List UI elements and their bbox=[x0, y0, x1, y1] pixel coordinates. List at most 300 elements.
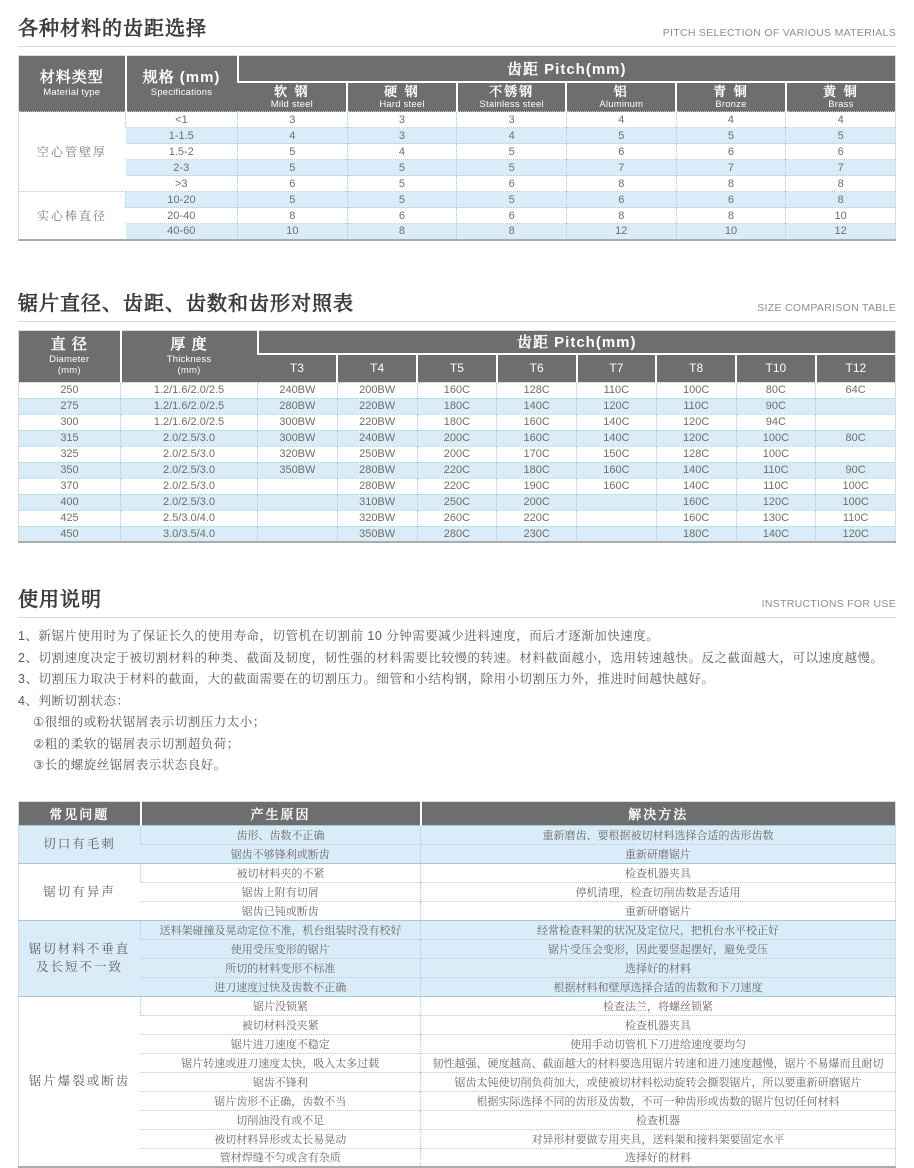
pitch-value-cell: 3 bbox=[238, 112, 348, 128]
table-row bbox=[19, 958, 896, 977]
pitch-value-cell: 12 bbox=[786, 224, 896, 240]
size-comparison-heading bbox=[18, 287, 896, 322]
thickness-cell: 1.2/1.6/2.0/2.5 bbox=[121, 398, 258, 414]
thickness-zh: 厚 度 bbox=[122, 336, 257, 354]
instruction-line: 4、判断切割状态： bbox=[18, 691, 896, 713]
pitch-code-cell: 80C bbox=[736, 382, 816, 398]
diameter-unit: (mm) bbox=[19, 365, 120, 376]
table-row bbox=[19, 112, 896, 128]
solution-cell: 检查机器夹具 bbox=[421, 1015, 896, 1034]
spec-cell: 10-20 bbox=[126, 192, 238, 208]
pitch-code-cell: 130C bbox=[736, 510, 816, 526]
brass-zh: 黄 铜 bbox=[787, 84, 895, 99]
thickness-cell: 1.2/1.6/2.0/2.5 bbox=[121, 382, 258, 398]
solution-cell: 重新磨齿、要根据被切材料选择合适的齿形齿数 bbox=[421, 825, 896, 844]
table-header-row bbox=[19, 330, 896, 354]
pitch-value-cell: 12 bbox=[566, 224, 676, 240]
pitch-code-cell: 220C bbox=[497, 510, 577, 526]
pitch-value-cell: 7 bbox=[566, 160, 676, 176]
table-row bbox=[19, 1110, 896, 1129]
pitch-code-cell bbox=[577, 494, 657, 510]
diameter-cell: 250 bbox=[19, 382, 121, 398]
solution-cell: 经常检查料架的状况及定位尺，把机台水平校正好 bbox=[421, 920, 896, 939]
pitch-value-cell: 3 bbox=[347, 112, 457, 128]
aluminum-zh: 铝 bbox=[567, 84, 675, 99]
stainless-steel-zh: 不锈钢 bbox=[458, 84, 566, 99]
pitch-code-cell: 140C bbox=[577, 414, 657, 430]
cause-cell: 锯片没锁紧 bbox=[141, 996, 421, 1015]
pitch-value-cell: 4 bbox=[676, 112, 786, 128]
table-row bbox=[19, 430, 896, 446]
pitch-code-cell bbox=[816, 398, 896, 414]
cause-cell: 齿形、齿数不正确 bbox=[141, 825, 421, 844]
col-t5: T5 bbox=[417, 354, 497, 382]
pitch-value-cell: 6 bbox=[238, 176, 348, 192]
pitch-code-cell: 200BW bbox=[337, 382, 417, 398]
hard-steel-zh: 硬 钢 bbox=[348, 84, 456, 99]
pitch-value-cell: 4 bbox=[457, 128, 567, 144]
pitch-code-cell: 180C bbox=[417, 398, 497, 414]
thickness-cell: 2.0/2.5/3.0 bbox=[121, 446, 258, 462]
thickness-cell: 2.0/2.5/3.0 bbox=[121, 478, 258, 494]
pitch-code-cell: 64C bbox=[816, 382, 896, 398]
pitch-value-cell: 5 bbox=[676, 128, 786, 144]
table-row bbox=[19, 208, 896, 224]
col-aluminum bbox=[566, 82, 676, 112]
solution-cell: 锯片受压会变形，因此要竖起摆好，避免受压 bbox=[421, 939, 896, 958]
solution-cell: 检查法兰，将螺丝锁紧 bbox=[421, 996, 896, 1015]
pitch-value-cell: 10 bbox=[676, 224, 786, 240]
pitch-code-cell: 110C bbox=[577, 382, 657, 398]
pitch-code-cell: 190C bbox=[497, 478, 577, 494]
table-row bbox=[19, 176, 896, 192]
cause-cell: 管材焊缝不匀或含有杂质 bbox=[141, 1148, 421, 1167]
thickness-unit: (mm) bbox=[122, 365, 257, 376]
pitch-value-cell: 5 bbox=[457, 160, 567, 176]
thickness-cell: 2.0/2.5/3.0 bbox=[121, 430, 258, 446]
hard-steel-en: Hard steel bbox=[348, 99, 456, 110]
pitch-code-cell: 100C bbox=[656, 382, 736, 398]
pitch-code-cell: 170C bbox=[497, 446, 577, 462]
instruction-line: 3、切割压力取决于材料的截面，大的截面需要在的切割压力。细管和小结构钢，除用小切割压力外，推进时间越快越好。 bbox=[18, 669, 896, 691]
table-row bbox=[19, 825, 896, 844]
pitch-code-cell: 250C bbox=[417, 494, 497, 510]
col-t8: T8 bbox=[656, 354, 736, 382]
thickness-header bbox=[121, 330, 258, 382]
size-comparison-table bbox=[18, 330, 896, 544]
pitch-code-cell: 128C bbox=[656, 446, 736, 462]
solution-cell: 重新研磨锯片 bbox=[421, 844, 896, 863]
pitch-code-cell: 220BW bbox=[337, 398, 417, 414]
pitch-value-cell: 6 bbox=[566, 192, 676, 208]
pitch-span-header: 齿距 Pitch(mm) bbox=[258, 330, 896, 354]
pitch-code-cell: 150C bbox=[577, 446, 657, 462]
pitch-code-cell: 90C bbox=[816, 462, 896, 478]
diameter-header bbox=[19, 330, 121, 382]
pitch-value-cell: 5 bbox=[347, 160, 457, 176]
pitch-code-cell: 300BW bbox=[258, 430, 338, 446]
solution-cell: 韧性越强、硬度越高、截面越大的材料要选用锯片转速和进刀速度越慢，锯片不易爆而且耐切 bbox=[421, 1053, 896, 1072]
pitch-value-cell: 8 bbox=[457, 224, 567, 240]
pitch-value-cell: 8 bbox=[347, 224, 457, 240]
pitch-value-cell: 6 bbox=[457, 176, 567, 192]
pitch-code-cell: 160C bbox=[577, 478, 657, 494]
pitch-value-cell: 8 bbox=[676, 208, 786, 224]
table-row bbox=[19, 1129, 896, 1148]
spec-cell: 2-3 bbox=[126, 160, 238, 176]
col-mild-steel bbox=[238, 82, 348, 112]
solution-cell: 根据实际选择不同的齿形及齿数，不可一种齿形或齿数的锯片包切任何材料 bbox=[421, 1091, 896, 1110]
solution-cell: 使用手动切管机下刀进给速度要均匀 bbox=[421, 1034, 896, 1053]
solution-cell: 重新研磨锯片 bbox=[421, 901, 896, 920]
common-problems-header: 常见问题 bbox=[19, 801, 141, 825]
pitch-code-cell: 260C bbox=[417, 510, 497, 526]
pitch-code-cell: 240BW bbox=[337, 430, 417, 446]
pitch-code-cell: 90C bbox=[736, 398, 816, 414]
diameter-cell: 315 bbox=[19, 430, 121, 446]
table-row bbox=[19, 462, 896, 478]
pitch-code-cell: 120C bbox=[816, 526, 896, 542]
pitch-code-cell bbox=[258, 510, 338, 526]
pitch-selection-heading bbox=[18, 12, 896, 47]
solution-cell: 锯齿太钝使切削负荷加大，或使被切材料松动旋转会撕裂锯片，所以要重新研磨锯片 bbox=[421, 1072, 896, 1091]
pitch-value-cell: 5 bbox=[347, 192, 457, 208]
table-row bbox=[19, 144, 896, 160]
pitch-code-cell: 160C bbox=[497, 430, 577, 446]
table-row bbox=[19, 192, 896, 208]
pitch-value-cell: 5 bbox=[238, 192, 348, 208]
table-header-row bbox=[19, 801, 896, 825]
table-row bbox=[19, 1015, 896, 1034]
pitch-value-cell: 6 bbox=[676, 192, 786, 208]
pitch-code-cell: 140C bbox=[656, 478, 736, 494]
pitch-code-cell: 320BW bbox=[258, 446, 338, 462]
pitch-code-cell: 160C bbox=[497, 414, 577, 430]
pitch-value-cell: 5 bbox=[347, 176, 457, 192]
materials-pitch-table bbox=[18, 55, 896, 241]
troubleshooting-table-head bbox=[19, 801, 896, 825]
solution-cell: 停机清理，检查切削齿数是否适用 bbox=[421, 882, 896, 901]
cause-cell: 锯片转速或进刀速度太快，吸入太多过载 bbox=[141, 1053, 421, 1072]
pitch-code-cell: 280BW bbox=[258, 398, 338, 414]
solutions-header: 解决方法 bbox=[421, 801, 896, 825]
table-row bbox=[19, 1053, 896, 1072]
table-row bbox=[19, 1072, 896, 1091]
pitch-code-cell: 180C bbox=[497, 462, 577, 478]
size-comparison-title: 锯片直径、齿距、齿数和齿形对照表 bbox=[18, 287, 354, 316]
pitch-value-cell: 5 bbox=[457, 144, 567, 160]
table-row bbox=[19, 414, 896, 430]
pitch-code-cell: 140C bbox=[577, 430, 657, 446]
cause-cell: 被切材料没夹紧 bbox=[141, 1015, 421, 1034]
troubleshooting-table bbox=[18, 801, 896, 1168]
table-row bbox=[19, 901, 896, 920]
cause-cell: 锯齿不够锋利或断齿 bbox=[141, 844, 421, 863]
pitch-selection-title: 各种材料的齿距选择 bbox=[18, 12, 207, 41]
bronze-zh: 青 铜 bbox=[677, 84, 785, 99]
thickness-cell: 2.0/2.5/3.0 bbox=[121, 462, 258, 478]
pitch-code-cell: 140C bbox=[656, 462, 736, 478]
col-t7: T7 bbox=[577, 354, 657, 382]
pitch-code-cell: 280C bbox=[417, 526, 497, 542]
pitch-value-cell: 6 bbox=[347, 208, 457, 224]
diameter-cell: 325 bbox=[19, 446, 121, 462]
mild-steel-en: Mild steel bbox=[238, 99, 347, 110]
solution-cell: 对异形材要做专用夹具，送料架和接料架要固定水平 bbox=[421, 1129, 896, 1148]
diameter-cell: 350 bbox=[19, 462, 121, 478]
table-row bbox=[19, 863, 896, 882]
table-row bbox=[19, 160, 896, 176]
table-row bbox=[19, 382, 896, 398]
diameter-cell: 275 bbox=[19, 398, 121, 414]
thickness-en: Thickness bbox=[122, 354, 257, 365]
table-row bbox=[19, 844, 896, 863]
spec-header bbox=[126, 56, 238, 112]
problem-cell: 锯片爆裂或断齿 bbox=[19, 996, 141, 1167]
solution-cell: 检查机器夹具 bbox=[421, 863, 896, 882]
table-header-row bbox=[19, 56, 896, 82]
solution-cell: 根据材料和壁厚选择合适的齿数和下刀速度 bbox=[421, 977, 896, 996]
col-hard-steel bbox=[347, 82, 457, 112]
cause-cell: 锯片齿形不正确，齿数不当 bbox=[141, 1091, 421, 1110]
pitch-code-cell: 100C bbox=[736, 430, 816, 446]
material-group-label: 空心管壁厚 bbox=[19, 112, 126, 192]
pitch-code-cell: 140C bbox=[497, 398, 577, 414]
spec-cell: 40-60 bbox=[126, 224, 238, 240]
spec-cell: >3 bbox=[126, 176, 238, 192]
table-row bbox=[19, 996, 896, 1015]
diameter-cell: 370 bbox=[19, 478, 121, 494]
pitch-code-cell: 100C bbox=[736, 446, 816, 462]
pitch-code-cell: 220C bbox=[417, 462, 497, 478]
problem-cell: 锯切材料不垂直及长短不一致 bbox=[19, 920, 141, 996]
pitch-code-cell: 200C bbox=[497, 494, 577, 510]
pitch-code-cell bbox=[258, 494, 338, 510]
pitch-code-cell: 160C bbox=[656, 510, 736, 526]
instructions-heading bbox=[18, 583, 896, 618]
pitch-value-cell: 4 bbox=[238, 128, 348, 144]
troubleshooting-table-body bbox=[19, 825, 896, 1167]
pitch-code-cell: 110C bbox=[736, 478, 816, 494]
pitch-value-cell: 4 bbox=[566, 112, 676, 128]
table-row bbox=[19, 446, 896, 462]
spec-en: Specifications bbox=[127, 87, 237, 98]
material-group-label: 实心棒直径 bbox=[19, 192, 126, 240]
pitch-value-cell: 5 bbox=[238, 144, 348, 160]
pitch-value-cell: 8 bbox=[566, 176, 676, 192]
pitch-code-cell: 320BW bbox=[337, 510, 417, 526]
pitch-code-cell: 120C bbox=[577, 398, 657, 414]
pitch-value-cell: 5 bbox=[566, 128, 676, 144]
pitch-code-cell: 180C bbox=[417, 414, 497, 430]
thickness-cell: 2.5/3.0/4.0 bbox=[121, 510, 258, 526]
cause-cell: 所切的材料变形不标准 bbox=[141, 958, 421, 977]
pitch-code-cell bbox=[816, 446, 896, 462]
pitch-code-cell: 350BW bbox=[258, 462, 338, 478]
col-bronze bbox=[676, 82, 786, 112]
cause-cell: 送料架碰撞及晃动定位不准，机台组装时没有校好 bbox=[141, 920, 421, 939]
pitch-code-cell: 220C bbox=[417, 478, 497, 494]
instruction-line: ①很细的或粉状锯屑表示切割压力太小； bbox=[18, 712, 896, 734]
pitch-value-cell: 8 bbox=[238, 208, 348, 224]
pitch-value-cell: 5 bbox=[238, 160, 348, 176]
pitch-code-cell: 300BW bbox=[258, 414, 338, 430]
diameter-en: Diameter bbox=[19, 354, 120, 365]
diameter-cell: 300 bbox=[19, 414, 121, 430]
pitch-code-cell bbox=[577, 510, 657, 526]
table-row bbox=[19, 494, 896, 510]
solution-cell: 检查机器 bbox=[421, 1110, 896, 1129]
pitch-code-cell: 230C bbox=[497, 526, 577, 542]
pitch-code-cell: 160C bbox=[417, 382, 497, 398]
pitch-code-cell: 280BW bbox=[337, 478, 417, 494]
solution-cell: 选择好的材料 bbox=[421, 958, 896, 977]
spec-zh: 规格 (mm) bbox=[127, 69, 237, 87]
table-row bbox=[19, 128, 896, 144]
pitch-value-cell: 6 bbox=[786, 144, 896, 160]
pitch-code-cell: 250BW bbox=[337, 446, 417, 462]
bronze-en: Bronze bbox=[677, 99, 785, 110]
pitch-code-cell: 280BW bbox=[337, 462, 417, 478]
pitch-code-cell bbox=[258, 478, 338, 494]
pitch-code-cell: 120C bbox=[656, 430, 736, 446]
table-row bbox=[19, 1034, 896, 1053]
pitch-code-cell: 120C bbox=[656, 414, 736, 430]
instructions-title: 使用说明 bbox=[18, 583, 102, 612]
pitch-value-cell: 3 bbox=[347, 128, 457, 144]
pitch-code-cell bbox=[258, 526, 338, 542]
pitch-value-cell: 4 bbox=[347, 144, 457, 160]
col-t10: T10 bbox=[736, 354, 816, 382]
solution-cell: 选择好的材料 bbox=[421, 1148, 896, 1167]
table-row bbox=[19, 398, 896, 414]
pitch-code-cell: 160C bbox=[656, 494, 736, 510]
instruction-line: 1、新锯片使用时为了保证长久的使用寿命，切管机在切割前 10 分钟需要减少进料速度，而后才逐渐加快速度。 bbox=[18, 626, 896, 648]
table-row bbox=[19, 526, 896, 542]
pitch-code-cell: 350BW bbox=[337, 526, 417, 542]
aluminum-en: Aluminum bbox=[567, 99, 675, 110]
diameter-zh: 直 径 bbox=[19, 336, 120, 354]
pitch-value-cell: 4 bbox=[786, 112, 896, 128]
table-row bbox=[19, 510, 896, 526]
thickness-cell: 1.2/1.6/2.0/2.5 bbox=[121, 414, 258, 430]
thickness-cell: 3.0/3.5/4.0 bbox=[121, 526, 258, 542]
pitch-code-cell: 110C bbox=[656, 398, 736, 414]
table-row bbox=[19, 478, 896, 494]
pitch-code-cell: 160C bbox=[577, 462, 657, 478]
table-row bbox=[19, 882, 896, 901]
cause-cell: 切削油没有或不足 bbox=[141, 1110, 421, 1129]
pitch-code-cell: 94C bbox=[736, 414, 816, 430]
pitch-code-cell: 128C bbox=[497, 382, 577, 398]
spec-cell: 1-1.5 bbox=[126, 128, 238, 144]
pitch-code-cell: 120C bbox=[736, 494, 816, 510]
pitch-code-cell bbox=[577, 526, 657, 542]
pitch-selection-subtitle: PITCH SELECTION OF VARIOUS MATERIALS bbox=[663, 27, 896, 41]
pitch-code-cell: 140C bbox=[736, 526, 816, 542]
col-brass bbox=[786, 82, 896, 112]
col-t3: T3 bbox=[258, 354, 338, 382]
cause-cell: 被切材料夹的不紧 bbox=[141, 863, 421, 882]
diameter-cell: 425 bbox=[19, 510, 121, 526]
pitch-code-cell: 110C bbox=[736, 462, 816, 478]
cause-cell: 被切材料异形或太长易晃动 bbox=[141, 1129, 421, 1148]
spec-cell: 20-40 bbox=[126, 208, 238, 224]
cause-cell: 锯齿上附有切屑 bbox=[141, 882, 421, 901]
pitch-value-cell: 8 bbox=[676, 176, 786, 192]
diameter-cell: 400 bbox=[19, 494, 121, 510]
pitch-value-cell: 10 bbox=[786, 208, 896, 224]
pitch-value-cell: 7 bbox=[786, 160, 896, 176]
materials-table-body bbox=[19, 112, 896, 240]
problem-cell: 锯切有异声 bbox=[19, 863, 141, 920]
pitch-code-cell: 240BW bbox=[258, 382, 338, 398]
causes-header: 产生原因 bbox=[141, 801, 421, 825]
pitch-code-cell bbox=[816, 414, 896, 430]
cause-cell: 锯齿不锋利 bbox=[141, 1072, 421, 1091]
cause-cell: 锯齿已钝或断齿 bbox=[141, 901, 421, 920]
pitch-code-cell: 110C bbox=[816, 510, 896, 526]
table-row bbox=[19, 224, 896, 240]
pitch-code-cell: 100C bbox=[816, 478, 896, 494]
pitch-code-cell: 100C bbox=[816, 494, 896, 510]
table-row bbox=[19, 939, 896, 958]
thickness-cell: 2.0/2.5/3.0 bbox=[121, 494, 258, 510]
pitch-code-cell: 80C bbox=[816, 430, 896, 446]
instruction-line: ②粗的柔软的锯屑表示切割超负荷； bbox=[18, 734, 896, 756]
pitch-code-cell: 200C bbox=[417, 446, 497, 462]
stainless-steel-en: Stainless steel bbox=[458, 99, 566, 110]
pitch-code-cell: 220BW bbox=[337, 414, 417, 430]
mild-steel-zh: 软 钢 bbox=[238, 84, 347, 99]
col-t4: T4 bbox=[337, 354, 417, 382]
pitch-span-header: 齿距 Pitch(mm) bbox=[238, 56, 896, 82]
table-row bbox=[19, 1091, 896, 1110]
pitch-code-cell: 180C bbox=[656, 526, 736, 542]
pitch-code-cell: 310BW bbox=[337, 494, 417, 510]
size-comparison-subtitle: SIZE COMPARISON TABLE bbox=[757, 302, 896, 316]
cause-cell: 锯片进刀速度不稳定 bbox=[141, 1034, 421, 1053]
col-t6: T6 bbox=[497, 354, 577, 382]
table-row bbox=[19, 920, 896, 939]
spec-cell: <1 bbox=[126, 112, 238, 128]
pitch-value-cell: 8 bbox=[786, 192, 896, 208]
pitch-value-cell: 5 bbox=[786, 128, 896, 144]
brass-en: Brass bbox=[787, 99, 895, 110]
instruction-line: 2、切割速度决定于被切割材料的种类、截面及韧度，韧性强的材料需要比较慢的转速。材料截面越小，选用转速越快。反之截面越大，可以速度越慢。 bbox=[18, 648, 896, 670]
material-type-en: Material type bbox=[19, 87, 125, 98]
materials-pitch-table-head bbox=[19, 56, 896, 112]
pitch-code-cell: 200C bbox=[417, 430, 497, 446]
size-table-body bbox=[19, 382, 896, 542]
size-comparison-table-head bbox=[19, 330, 896, 382]
pitch-value-cell: 6 bbox=[676, 144, 786, 160]
col-t12: T12 bbox=[816, 354, 896, 382]
problem-cell: 切口有毛刺 bbox=[19, 825, 141, 863]
instruction-line: ③长的螺旋丝锯屑表示状态良好。 bbox=[18, 755, 896, 777]
table-row bbox=[19, 977, 896, 996]
material-type-zh: 材料类型 bbox=[19, 69, 125, 87]
pitch-value-cell: 7 bbox=[676, 160, 786, 176]
pitch-value-cell: 8 bbox=[786, 176, 896, 192]
instruction-lines bbox=[18, 626, 896, 777]
diameter-cell: 450 bbox=[19, 526, 121, 542]
cause-cell: 进刀速度过快及齿数不正确 bbox=[141, 977, 421, 996]
pitch-value-cell: 10 bbox=[238, 224, 348, 240]
col-stainless-steel bbox=[457, 82, 567, 112]
cause-cell: 使用受压变形的锯片 bbox=[141, 939, 421, 958]
instructions-subtitle: INSTRUCTIONS FOR USE bbox=[762, 598, 896, 612]
